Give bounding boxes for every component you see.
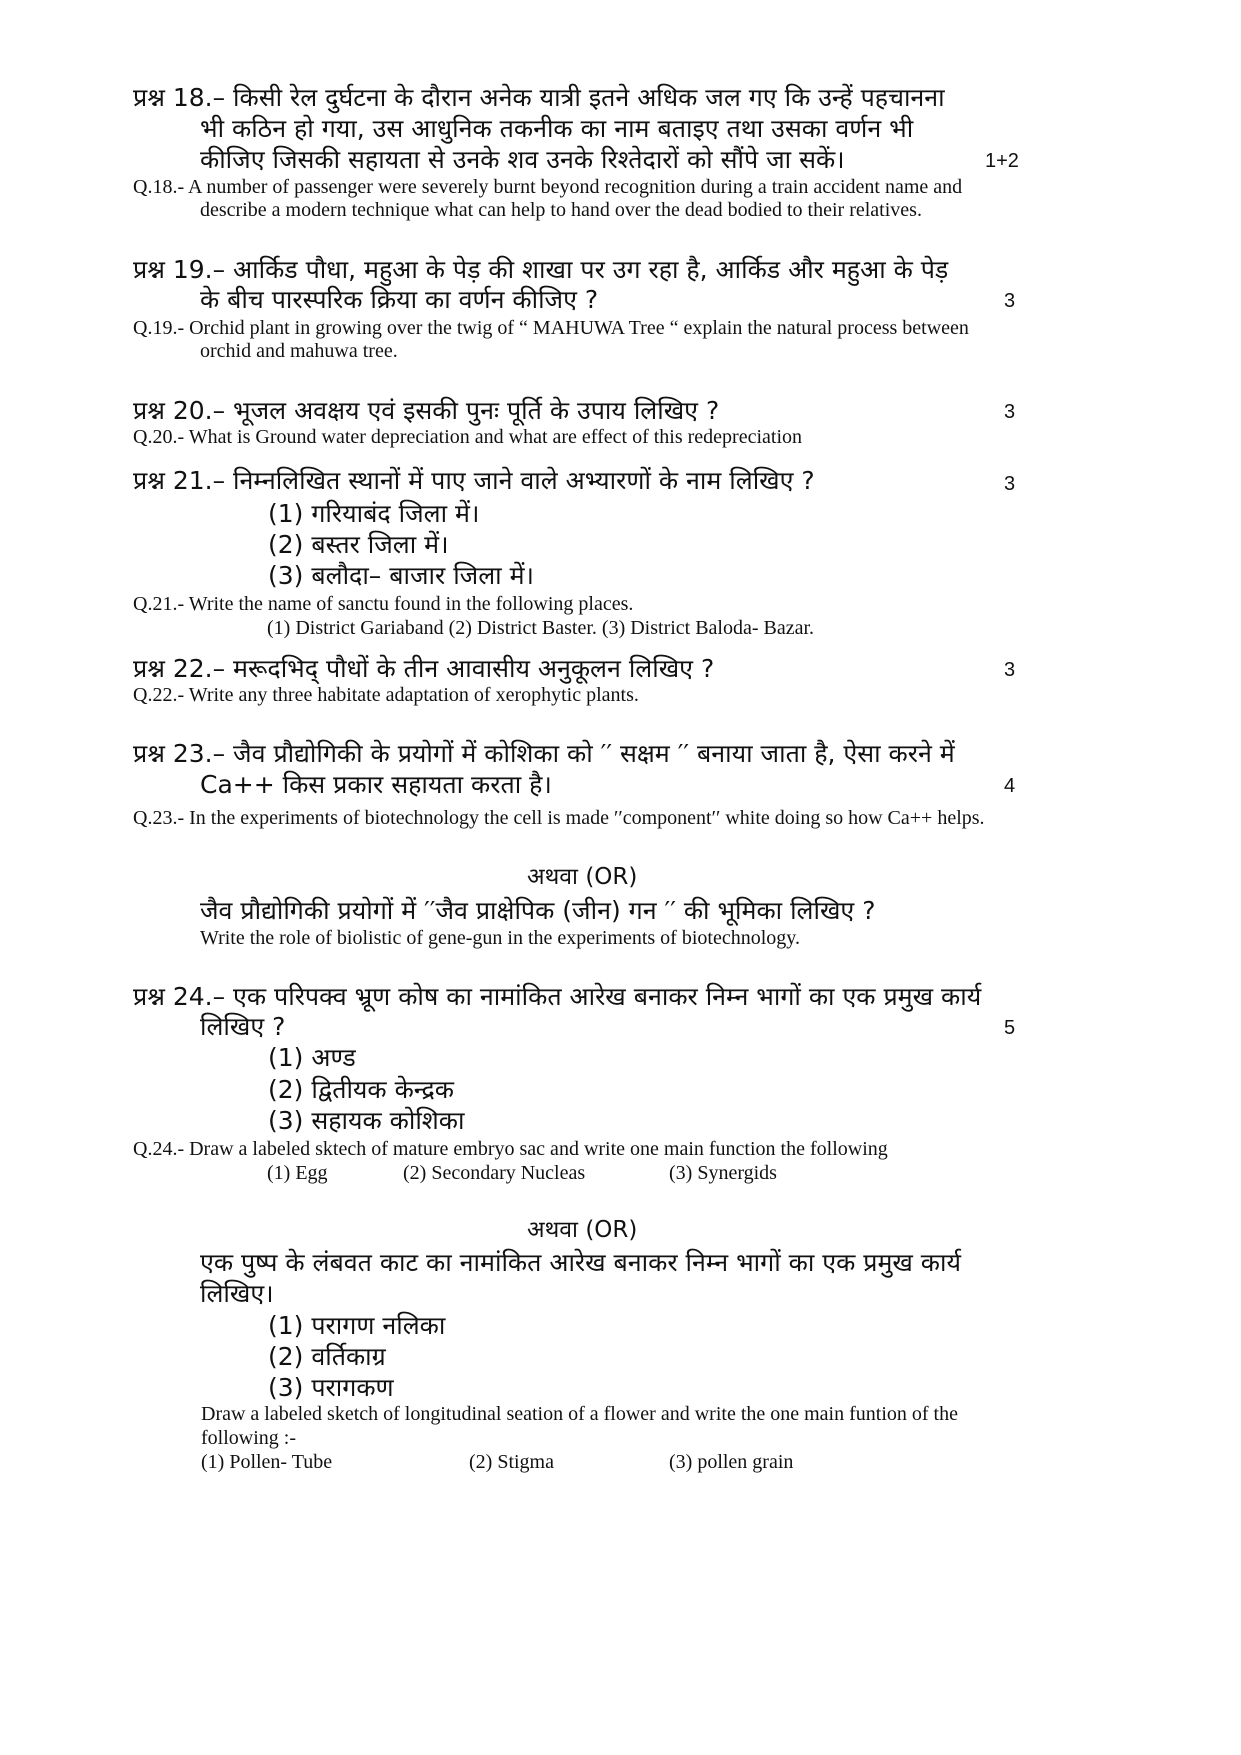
- q24-or-item-3: (3) परागकण: [268, 1373, 394, 1402]
- q24-or-item-2: (2) वर्तिकाग्र: [268, 1342, 386, 1371]
- q24-english-item-2: (2) Secondary Nucleas: [403, 1162, 586, 1184]
- q19-hindi-line-2: के बीच पारस्परिक क्रिया का वर्णन कीजिए ?: [200, 285, 599, 314]
- q24-marks: 5: [1004, 1017, 1016, 1039]
- q21-english-line-2: (1) District Gariaband (2) District Baster. (3) District Baloda- Bazar.: [267, 617, 815, 639]
- q23-or-label: अथवा (OR): [527, 864, 638, 890]
- q24-english-item-3: (3) Synergids: [669, 1162, 777, 1184]
- q24-or-english-item-3: (3) pollen grain: [669, 1451, 794, 1473]
- q18-hindi-line-2: भी कठिन हो गया, उस आधुनिक तकनीक का नाम बताइए तथा उसका वर्णन भी: [200, 114, 914, 143]
- q19-hindi-line-1: प्रश्न 19.– आर्किड पौधा, महुआ के पेड़ की शाखा पर उग रहा है, आर्किड और महुआ के पेड़: [133, 255, 949, 284]
- q24-english-item-1: (1) Egg: [267, 1162, 328, 1184]
- q24-english-line-1: Q.24.- Draw a labeled sktech of mature embryo sac and write one main function the following: [133, 1138, 888, 1160]
- q24-hindi-line-1: प्रश्न 24.– एक परिपक्व भ्रूण कोष का नामांकित आरेख बनाकर निम्न भागों का एक प्रमुख कार्य: [133, 982, 982, 1011]
- q21-hindi-line-1: प्रश्न 21.– निम्नलिखित स्थानों में पाए जाने वाले अभ्यारणों के नाम लिखिए ?: [133, 466, 815, 495]
- q21-item-3: (3) बलौदा– बाजार जिला में।: [268, 561, 535, 590]
- q24-or-item-1: (1) परागण नलिका: [268, 1311, 446, 1340]
- q24-hindi-line-2: लिखिए ?: [200, 1012, 286, 1041]
- q18-hindi-line-3: कीजिए जिसकी सहायता से उनके शव उनके रिश्तेदारों को सौंपे जा सकें।: [200, 145, 845, 174]
- q23-or-hindi: जैव प्रौद्योगिकी प्रयोगों में ′′जैव प्राक्षेपिक (जीन) गन ′′ की भूमिका लिखिए ?: [200, 896, 876, 925]
- q19-english-line-1: Q.19.- Orchid plant in growing over the twig of “ MAHUWA Tree “ explain the natural process between: [133, 317, 969, 339]
- q18-english-line-2: describe a modern technique what can help to hand over the dead bodied to their relatives.: [200, 199, 922, 221]
- q21-item-2: (2) बस्तर जिला में।: [268, 530, 449, 559]
- q24-item-2: (2) द्वितीयक केन्द्रक: [268, 1075, 454, 1104]
- q23-or-english: Write the role of biolistic of gene-gun in the experiments of biotechnology.: [200, 927, 800, 949]
- q24-or-hindi-line-1: एक पुष्प के लंबवत काट का नामांकित आरेख बनाकर निम्न भागों का एक प्रमुख कार्य: [200, 1248, 961, 1277]
- q18-hindi-line-1: प्रश्न 18.– किसी रेल दुर्घटना के दौरान अनेक यात्री इतने अधिक जल गए कि उन्हें पहचानना: [133, 83, 945, 112]
- q24-or-english-item-2: (2) Stigma: [469, 1451, 554, 1473]
- q24-or-label: अथवा (OR): [527, 1217, 638, 1243]
- q24-or-english-line-1: Draw a labeled sketch of longitudinal seation of a flower and write the one main funtion of the: [201, 1403, 958, 1425]
- q18-english-line-1: Q.18.- A number of passenger were severely burnt beyond recognition during a train accident name and: [133, 176, 963, 198]
- q21-item-1: (1) गरियाबंद जिला में।: [268, 499, 480, 528]
- q21-marks: 3: [1004, 473, 1016, 495]
- q24-or-hindi-line-2: लिखिए।: [200, 1279, 274, 1308]
- q23-marks: 4: [1004, 775, 1016, 797]
- q24-or-english-item-1: (1) Pollen- Tube: [201, 1451, 333, 1473]
- q22-english-line-1: Q.22.- Write any three habitate adaptation of xerophytic plants.: [133, 684, 639, 706]
- q22-hindi-line-1: प्रश्न 22.– मरूदभिद् पौधों के तीन आवासीय अनुकूलन लिखिए ?: [133, 654, 715, 683]
- q23-hindi-line-1: प्रश्न 23.– जैव प्रौद्योगिकी के प्रयोगों में कोशिका को ′′ सक्षम ′′ बनाया जाता है, ऐसा करने में: [133, 739, 955, 768]
- q24-item-3: (3) सहायक कोशिका: [268, 1106, 465, 1135]
- q24-or-english-line-2: following :-: [201, 1427, 296, 1449]
- q18-marks: 1+2: [985, 150, 1019, 172]
- q24-item-1: (1) अण्ड: [268, 1043, 356, 1072]
- q20-hindi-line-1: प्रश्न 20.– भूजल अवक्षय एवं इसकी पुनः पूर्ति के उपाय लिखिए ?: [133, 396, 720, 425]
- q20-marks: 3: [1004, 401, 1016, 423]
- q20-english-line-1: Q.20.- What is Ground water depreciation and what are effect of this redepreciation: [133, 426, 802, 448]
- q23-english-line-1: Q.23.- In the experiments of biotechnology the cell is made ′′component′′ white doing so how Ca++ helps.: [133, 807, 985, 829]
- q21-english-line-1: Q.21.- Write the name of sanctu found in the following places.: [133, 593, 634, 615]
- q22-marks: 3: [1004, 659, 1016, 681]
- q19-marks: 3: [1004, 290, 1016, 312]
- q19-english-line-2: orchid and mahuwa tree.: [200, 340, 398, 362]
- q23-hindi-line-2: Ca++ किस प्रकार सहायता करता है।: [200, 770, 552, 799]
